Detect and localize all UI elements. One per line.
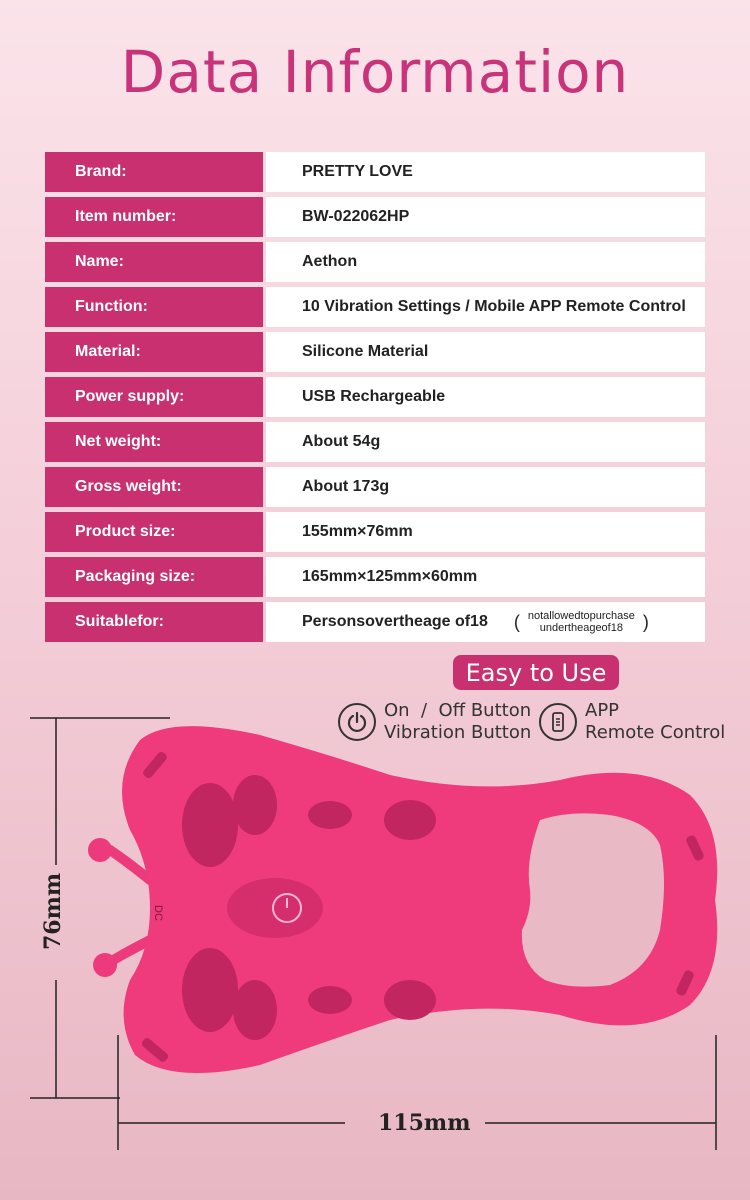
row-label: Power supply: xyxy=(45,377,263,417)
row-value: USB Rechargeable xyxy=(266,377,705,417)
table-row xyxy=(45,467,705,507)
row-label: Net weight: xyxy=(45,422,263,462)
row-label: Item number: xyxy=(45,197,263,237)
table-row xyxy=(45,557,705,597)
table-row xyxy=(45,152,705,192)
width-dimension: 115mm xyxy=(378,1110,471,1136)
note-close-paren: ) xyxy=(642,611,649,632)
note-line-2: undertheageof18 xyxy=(539,622,623,634)
product-illustration xyxy=(0,700,750,1180)
row-label: Name: xyxy=(45,242,263,282)
feature-line-1: APP xyxy=(585,700,620,721)
table-row xyxy=(45,242,705,282)
row-value: 10 Vibration Settings / Mobile APP Remote Control xyxy=(266,287,705,327)
table-row xyxy=(45,197,705,237)
device-dc-label: DC xyxy=(152,905,164,921)
row-value: About 54g xyxy=(266,422,705,462)
row-label: Gross weight: xyxy=(45,467,263,507)
row-value: PRETTY LOVE xyxy=(266,152,705,192)
row-label: Suitablefor: xyxy=(45,602,263,642)
row-value: Silicone Material xyxy=(266,332,705,372)
spec-table xyxy=(45,152,705,647)
table-row xyxy=(45,332,705,372)
row-value: Aethon xyxy=(266,242,705,282)
note-open-paren: ( xyxy=(513,611,520,632)
feature-line-2: Vibration Button xyxy=(384,722,532,743)
row-value: BW-022062HP xyxy=(266,197,705,237)
row-label: Product size: xyxy=(45,512,263,552)
table-row xyxy=(45,422,705,462)
device-power-button xyxy=(227,878,323,938)
ring-opening xyxy=(522,813,664,986)
row-value: 155mm×76mm xyxy=(266,512,705,552)
row-label: Brand: xyxy=(45,152,263,192)
feature-line-1: On / Off Button xyxy=(384,700,532,721)
row-value xyxy=(266,602,705,642)
row-label: Packaging size: xyxy=(45,557,263,597)
height-dimension: 76mm xyxy=(40,872,66,950)
row-value: About 173g xyxy=(266,467,705,507)
row-label: Function: xyxy=(45,287,263,327)
easy-to-use-badge: Easy to Use xyxy=(453,655,619,690)
table-row xyxy=(45,512,705,552)
suitable-value: Personsovertheage of18 xyxy=(302,613,488,630)
table-row xyxy=(45,377,705,417)
note-line-1: notallowedtopurchase xyxy=(527,610,635,622)
age-note xyxy=(514,610,649,634)
feature-line-2: Remote Control xyxy=(585,722,726,743)
row-value: 165mm×125mm×60mm xyxy=(266,557,705,597)
page-title: Data Information xyxy=(120,38,630,106)
row-label: Material: xyxy=(45,332,263,372)
table-row xyxy=(45,287,705,327)
table-row xyxy=(45,602,705,642)
